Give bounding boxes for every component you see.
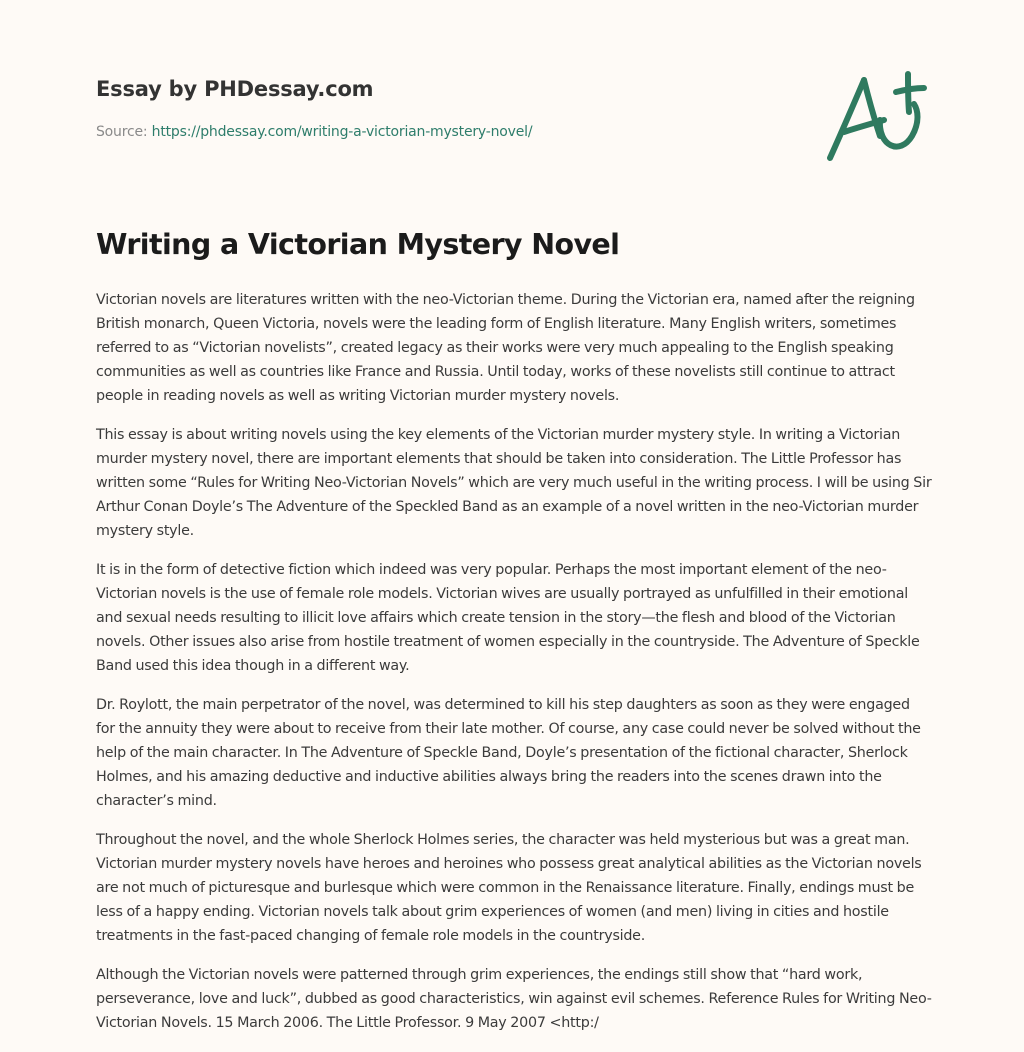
- site-title: Essay by PHDessay.com: [96, 77, 374, 101]
- source-label: Source:: [96, 124, 152, 140]
- paragraph: Although the Victorian novels were patterned through grim experiences, the endings still show that “hard work, perseverance, love and luck”, dubbed as good characteristics, win against evil schemes. Reference Rules for Writing Neo-Victorian Novels. 15 March 2006. The Little Professor. 9 May 2007 <http:/: [96, 967, 932, 1031]
- paragraph: Victorian novels are literatures written with the neo-Victorian theme. During the Victorian era, named after the reigning British monarch, Queen Victoria, novels were the leading form of English literature. Many English writers, sometimes referred to as “Victorian novelists”, created legacy as their works were very much appealing to the English speaking communities as well as countries like France and Russia. Until today, works of these novelists still continue to attract people in reading novels as well as writing Victorian murder mystery novels.: [96, 292, 915, 404]
- paragraph: It is in the form of detective fiction which indeed was very popular. Perhaps the most important element of the neo-Victorian novels is the use of female role models. Victorian wives are usually portrayed as unfulfilled in their emotional and sexual needs resulting to illicit love affairs which create tension in the story—the flesh and blood of the Victorian novels. Other issues also arise from hostile treatment of women especially in the countryside. The Adventure of Speckle Band used this idea though in a different way.: [96, 562, 920, 674]
- source-link[interactable]: https://phdessay.com/writing-a-victorian-mystery-novel/: [151, 124, 533, 140]
- paragraph: This essay is about writing novels using the key elements of the Victorian murder mystery style. In writing a Victorian murder mystery novel, there are important elements that should be taken into consideration. The Little Professor has written some “Rules for Writing Neo-Victorian Novels” which are very much useful in the writing process. I will be using Sir Arthur Conan Doyle’s The Adventure of the Speckled Band as an example of a novel written in the neo-Victorian murder mystery style.: [96, 427, 932, 539]
- source-line: [96, 122, 796, 142]
- article-title: Writing a Victorian Mystery Novel: [96, 228, 620, 261]
- paragraph: Dr. Roylott, the main perpetrator of the novel, was determined to kill his step daughters as soon as they were engaged for the annuity they were about to receive from their late mother. Of course, any case could never be solved without the help of the main character. In The Adventure of Speckle Band, Doyle’s presentation of the fictional character, Sherlock Holmes, and his amazing deductive and inductive abilities always bring the readers into the scenes drawn into the character’s mind.: [96, 697, 921, 809]
- essay-header: [96, 74, 796, 142]
- paragraph: Throughout the novel, and the whole Sherlock Holmes series, the character was held mysterious but was a great man. Victorian murder mystery novels have heroes and heroines who possess great analytical abilities as the Victorian novels are not much of picturesque and burlesque which were common in the Renaissance literature. Finally, endings must be less of a happy ending. Victorian novels talk about grim experiences of women (and men) living in cities and hostile treatments in the fast-paced changing of female role models in the countryside.: [96, 832, 922, 944]
- a-plus-grade-icon: [820, 66, 932, 166]
- essay-article: [96, 224, 932, 1035]
